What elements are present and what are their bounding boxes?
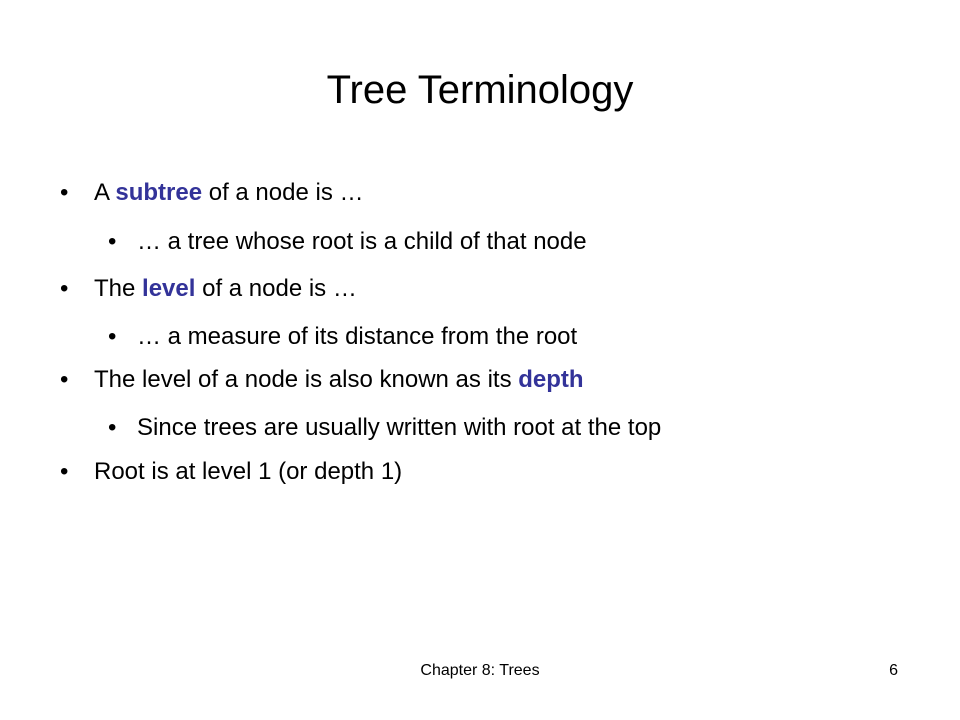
bullet-text: Since trees are usually written with root at the top bbox=[137, 414, 662, 441]
bullet-text: A bbox=[94, 179, 116, 206]
bullet-dot-icon: • bbox=[60, 275, 69, 302]
bullet-root-level bbox=[60, 457, 403, 487]
keyword-depth: depth bbox=[518, 366, 584, 393]
bullet-dot-icon: • bbox=[108, 414, 117, 441]
footer-chapter: Chapter 8: Trees bbox=[420, 662, 540, 679]
keyword-level: level bbox=[142, 275, 196, 302]
bullet-dot-icon: • bbox=[60, 458, 69, 485]
bullet-text: The level of a node is also known as its bbox=[94, 366, 519, 393]
sub-bullet-root-at-top bbox=[108, 413, 662, 443]
footer-page-number: 6 bbox=[889, 662, 898, 679]
bullet-text: of a node is … bbox=[195, 275, 357, 302]
bullet-text: Root is at level 1 (or depth 1) bbox=[94, 458, 403, 485]
slide-title: Tree Terminology bbox=[326, 68, 634, 112]
bullet-text: … a tree whose root is a child of that node bbox=[137, 228, 587, 255]
bullet-text: … a measure of its distance from the root bbox=[137, 323, 578, 350]
bullet-level bbox=[60, 274, 357, 304]
sub-bullet-subtree-definition bbox=[108, 227, 587, 257]
bullet-dot-icon: • bbox=[60, 366, 69, 393]
bullet-dot-icon: • bbox=[60, 179, 69, 206]
sub-bullet-level-definition bbox=[108, 322, 578, 352]
bullet-subtree bbox=[60, 178, 364, 208]
bullet-text: of a node is … bbox=[202, 179, 364, 206]
bullet-dot-icon: • bbox=[108, 228, 117, 255]
keyword-subtree: subtree bbox=[115, 179, 203, 206]
bullet-depth bbox=[60, 365, 584, 395]
bullet-dot-icon: • bbox=[108, 323, 117, 350]
bullet-text: The bbox=[94, 275, 143, 302]
